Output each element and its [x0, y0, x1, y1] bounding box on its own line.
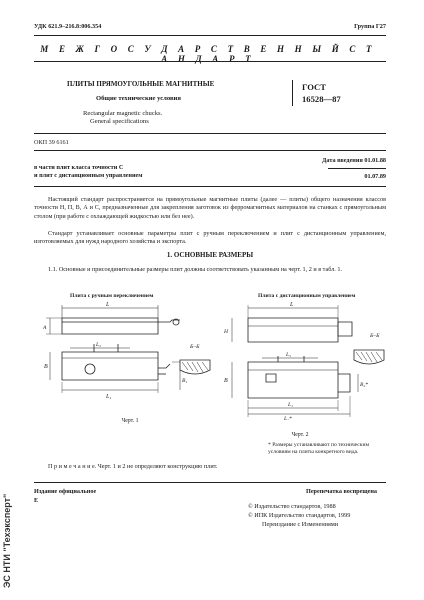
intro-date-line [322, 157, 386, 165]
fig1-caption: Черт. 1 [121, 418, 139, 424]
fig2-label-b2: B₂* [360, 382, 369, 388]
title-rule [34, 133, 386, 134]
official-edition: Издание официальное [34, 488, 97, 495]
fig1-label-b: B [44, 364, 48, 370]
section-bb-drawing-2 [352, 346, 386, 368]
watermark-text: ЭС НТИ "Техэксперт" [2, 493, 12, 588]
fig1-label-l: L [106, 302, 110, 308]
title-ru-sub: Общие технические условия [96, 95, 181, 102]
intro-date-2: 01.07.89 [364, 173, 386, 180]
fig2-label-l: L [290, 302, 294, 308]
fig1-label-l3: L₃ [96, 342, 101, 348]
okp-code: ОКП 39 6161 [34, 139, 69, 146]
intro-date-value: 01.01.88 [364, 157, 386, 164]
reprint-prohibited: Перепечатка воспрещена [306, 488, 377, 495]
okp-rule [34, 150, 386, 151]
date-condition-1: в части плит класса точности С [34, 164, 124, 171]
group-code: Группа Г27 [354, 23, 386, 30]
fig2-title: Плита с дистанционным управлением [258, 293, 356, 299]
fig1-label-b1: B₁ [182, 378, 188, 384]
section-heading: 1. ОСНОВНЫЕ РАЗМЕРЫ [166, 251, 254, 259]
udk-code: УДК 621.9–216.8:006.354 [34, 23, 102, 30]
fig1-title: Плита с ручным переключением [70, 293, 154, 299]
edition-letter: E [34, 497, 39, 504]
dates-rule [34, 186, 386, 187]
watermark [2, 438, 16, 588]
fig2-label-l3: L₃ [286, 352, 291, 358]
title-divider [292, 80, 293, 106]
section-bb-drawing-1 [178, 356, 212, 378]
gost-label: ГОСТ [302, 82, 326, 92]
fig1-label-l1: L₁ [106, 394, 112, 400]
fig1-label-a: A [43, 325, 47, 331]
footnote: * Размеры устанавливают по техническим условиям на плиты конкретного вида. [268, 442, 369, 455]
title-ru: ПЛИТЫ ПРЯМОУГОЛЬНЫЕ МАГНИТНЫЕ [67, 80, 215, 88]
banner-rule [34, 61, 386, 62]
header-rule [34, 35, 386, 36]
copyright-2: © ИПК Издательство стандартов, 1999 [248, 512, 351, 519]
paragraph-scope: Настоящий стандарт распространяется на прямоугольные магнитные плиты (далее — плиты) общего назначения классов точности Н, П, В, А и С, предназначенные для закрепления заготовок из ферромагнитных материалов на станках с прямоугольным столом (при работе с охлаждающей жидкостью или без нее). [34, 196, 386, 220]
interstate-standard-banner: М Е Ж Г О С У Д А Р С Т В Е Н Н Ы Й С Т А Н Д А Р Т [40, 44, 376, 64]
paragraph-parameters: Стандарт устанавливает основные параметры плит с ручным переключением и плит с дистанционным управлением, изготовляемых для нужд народного хозяйства и экспорта. [34, 230, 386, 246]
gost-number: 16528—87 [302, 94, 341, 104]
date-rule [328, 168, 386, 169]
copyright-1: © Издательство стандартов, 1988 [248, 503, 336, 510]
fig2-caption: Черт. 2 [291, 432, 309, 438]
fig1-drawing [40, 300, 210, 400]
section-label-2: Б–Б [370, 333, 380, 339]
section-label-1: Б–Б [190, 344, 200, 350]
title-en: Rectangular magnetic chucks. [83, 110, 163, 117]
paragraph-dimensions: 1.1. Основные и присоединительные размеры плит должны соответствовать указанным на черт. 1, 2 и в табл. 1. [48, 266, 343, 273]
copyright-3: Переиздание с Изменениями [262, 521, 339, 528]
title-en-sub: General specifications [90, 118, 149, 125]
intro-date-label: Дата введения [322, 157, 363, 164]
fig1-plate-side [62, 318, 158, 334]
fig2-label-l2: L₂* [284, 416, 292, 420]
fig2-label-b: B [224, 378, 228, 384]
footer-rule [34, 482, 386, 483]
fig2-label-h: H [224, 329, 228, 335]
fig2-label-l1: L₁ [288, 402, 293, 408]
date-condition-2: и плит с дистанционным управлением [34, 172, 143, 179]
note: П р и м е ч а н и е. Черт. 1 и 2 не определяют конструкцию плит. [48, 463, 218, 470]
